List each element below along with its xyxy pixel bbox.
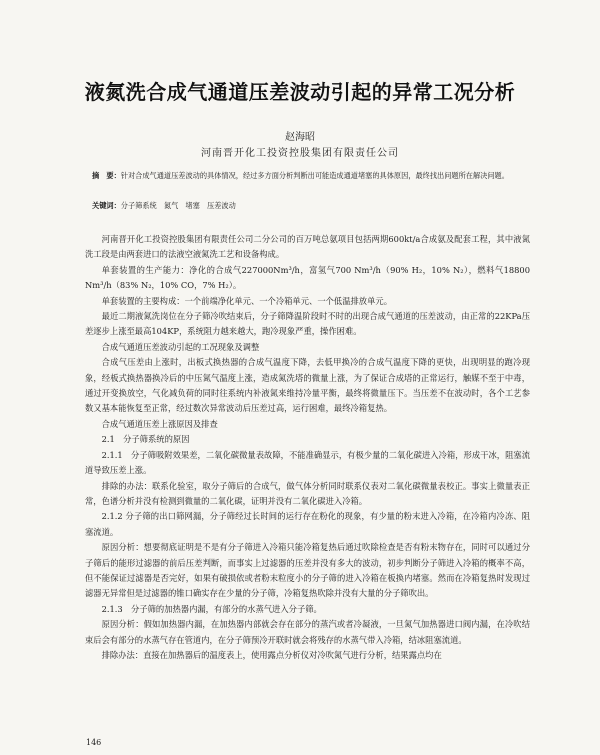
- paragraph: 最近二期液氮洗岗位在分子筛冷吹结束后，分子筛降温阶段时不时的出现合成气通道的压差波动，由正常的22KPa压差逐步上涨至最高104KP，系统阻力越来越大，跑冷现象严重，操作困难。: [85, 311, 530, 337]
- author-name: 赵海昭: [285, 132, 315, 143]
- paragraph: 2.1.1 分子筛吸附效果差，二氧化碳微量表故障，不能准确显示，有极少量的二氧化碳进入冷箱，形成干冰，阻塞流道导致压差上涨。: [85, 449, 530, 476]
- paragraph: 排除办法：直接在加热器后的温度表上，使用露点分析仪对冷吹氮气进行分析，结果露点均在: [101, 649, 442, 660]
- abstract-label: 摘 要：: [92, 171, 121, 180]
- keywords: [92, 200, 532, 211]
- paragraph: 排除的办法：联系化验室，取分子筛后的合成气，做气体分析同时联系仪表对二氧化碳微量表校正。事实上微量表正常，色谱分析并没有检测到微量的二氧化碳，证明并没有二氧化碳进入冷箱。: [85, 480, 530, 506]
- paper-title: 液氮洗合成气通道压差波动引起的异常工况分析: [84, 80, 516, 104]
- subsection-heading: 2.1 分子筛系统的原因: [101, 434, 190, 445]
- section-heading: 合成气通道压差波动引起的工况现象及调整: [101, 341, 260, 352]
- keywords-label: 关键词：: [92, 201, 121, 210]
- paragraph: 2.1.2 分子筛的出口筛网漏，分子筛经过长时间的运行存在粉化的现象，有少量的粉末进入冷箱，在冷箱内冷冻、阻塞流道。: [85, 511, 530, 537]
- page-number: 146: [86, 738, 102, 747]
- paragraph: 原因分析：想要彻底证明是不是有分子筛进入冷箱只能冷箱复热后通过吹除检查是否有粉末物存在，同时可以通过分子筛后的能形过滤器的前后压差判断，而事实上过滤器的压差并没有多大的波动，初步判断分子筛进入冷箱的概率不高，但不能保证过滤器是否完好，如果有破损依或者粉末粒度小的分子筛的进入冷箱在板换内堵塞。然而在冷箱复热时发现过滤器无异常但是过滤器的锥口确实存在少量的分子筛，冷箱复热吹除并没有大量的分子筛吹出。: [85, 542, 530, 599]
- paragraph: 合成气压差由上涨时，出板式换热器的合成气温度下降，去低甲换冷的合成气温度下降的更快，出现明显的跑冷现象，经板式换热器换冷后的中压氮气温度上涨，造成氮洗塔的微量上涨，为了保证合成塔的正常运行，触媒不至于中毒，通过开变换放空，气化减负荷的同时往系统内补液氮来维持冷量平衡，最终将微量压下。当压差不在波动时，各个工艺参数又基本能恢复至正常，经过数次异常波动后压差过高，运行困难，最终冷箱复热。: [85, 357, 530, 414]
- author-affiliation: 河南晋开化工投资控股集团有限责任公司: [201, 148, 399, 159]
- paragraph: 2.1.3 分子筛的加热器内漏，有部分的水蒸气进入分子筛。: [101, 603, 322, 614]
- paragraph: 原因分析：假如加热器内漏，在加热器内部就会存在部分的蒸汽或者冷凝液，一旦氮气加热器进口阀内漏，在冷吹结束后会有部分的水蒸气存在管道内，在分子筛预冷开联时就会将残存的水蒸气带入冷箱，结冰阻塞流道。: [85, 619, 530, 645]
- abstract: [92, 170, 532, 181]
- keywords-text: 分子筛系统 氮气 堵塞 压差波动: [120, 201, 236, 210]
- body-text: [85, 232, 530, 663]
- paragraph: 单套装置的主要构成：一个前端净化单元、一个冷箱单元、一个低温排放单元。: [101, 295, 392, 306]
- paragraph: 单套装置的生产能力：净化的合成气227000Nm³/h，富氢气700 Nm³/h（90% H₂，10% N₂），燃料气18800 Nm³/h（83% N₂，10% CO，7% H₂）。: [85, 264, 530, 291]
- abstract-text: 针对合成气通道压差波动的具体情况，经过多方面分析判断出可能造成通道堵塞的具体原因，最终找出问题所在解决问题。: [120, 171, 509, 180]
- section-heading: 合成气通道压差上涨原因及排查: [101, 418, 218, 429]
- paragraph: 河南晋开化工投资控股集团有限责任公司二分公司的百万吨总氨项目包括两期600kt/a合成氨及配套工程，其中液氮洗工段是由两套进口的法液空液氮洗工艺和设备构成。: [85, 234, 530, 260]
